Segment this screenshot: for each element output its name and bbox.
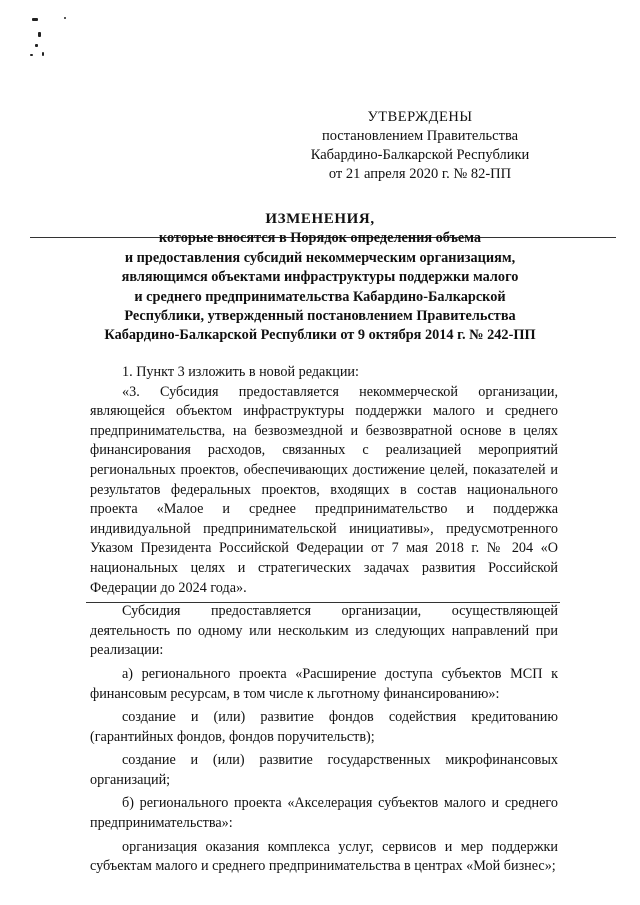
scan-speck (38, 32, 41, 37)
heading-line: и предоставления субсидий некоммерческим организациям, (124, 249, 516, 266)
approval-title: УТВЕРЖДЕНЫ (367, 109, 473, 125)
paragraph: Субсидия предоставляется организации, осуществляющей деятельность по одному или нескольким из следующих направлений при реализации: (90, 603, 558, 659)
paragraph: организация оказания комплекса услуг, сервисов и мер поддержки субъектам малого и среднего предпринимательства в центрах «Мой бизнес»; (90, 838, 558, 875)
heading-line: Республики, утвержденный постановлением Правительства (124, 308, 516, 325)
approval-date: от 21 апреля 2020 г. № 82-ПП (328, 166, 512, 182)
approval-line: Кабардино-Балкарской Республики (310, 147, 530, 163)
paragraph: а) регионального проекта «Расширение доступа субъектов МСП к финансовым ресурсам, в том числе к льготному финансированию»: (90, 665, 558, 702)
heading-line: и среднего предпринимательства Кабардино-Балкарской (134, 288, 506, 305)
scan-speck (30, 54, 33, 56)
heading-line: являющимся объектами инфраструктуры поддержки малого (121, 269, 519, 286)
scan-speck (32, 18, 38, 21)
paragraph: создание и (или) развитие фондов содействия кредитованию (гарантийных фондов, фондов поручительств); (90, 709, 558, 745)
paragraph: б) регионального проекта «Акселерация субъектов малого и среднего предпринимательства»: (90, 795, 558, 832)
approval-line: постановлением Правительства (321, 128, 519, 144)
heading-title: ИЗМЕНЕНИЯ, (265, 211, 375, 227)
scan-speck (42, 52, 44, 56)
document-body (90, 363, 558, 877)
heading-line: которые вносятся в Порядок определения объема (158, 230, 482, 247)
paragraph: создание и (или) развитие государственных микрофинансовых организаций; (90, 752, 558, 788)
heading-line: Кабардино-Балкарской Республики от 9 октября 2014 г. № 242-ПП (104, 327, 536, 344)
scan-speck (64, 17, 66, 19)
scan-speck (35, 44, 38, 47)
paragraph: 1. Пункт 3 изложить в новой редакции: (122, 364, 359, 380)
document-heading (70, 210, 570, 346)
paragraph: «3. Субсидия предоставляется некоммерческой организации, являющейся объектом инфраструктуры поддержки малого и среднего предпринимательства, на безвозмездной и безвозвратной основе в целях финансирования расходов, связанных с реализацией мероприятий региональных проектов, обеспечивающих достижение целей, показателей и результатов федеральных проектов, входящих в состав национального проекта «Малое и среднее предпринимательство и поддержка индивидуальной предпринимательской инициативы», предусмотренного Указом Президента Российской Федерации от 7 мая 2018 г. № 204 «О национальных целях и стратегических задачах развития Российской Федерации до 2024 года». (90, 383, 558, 596)
approval-stamp (300, 108, 540, 184)
